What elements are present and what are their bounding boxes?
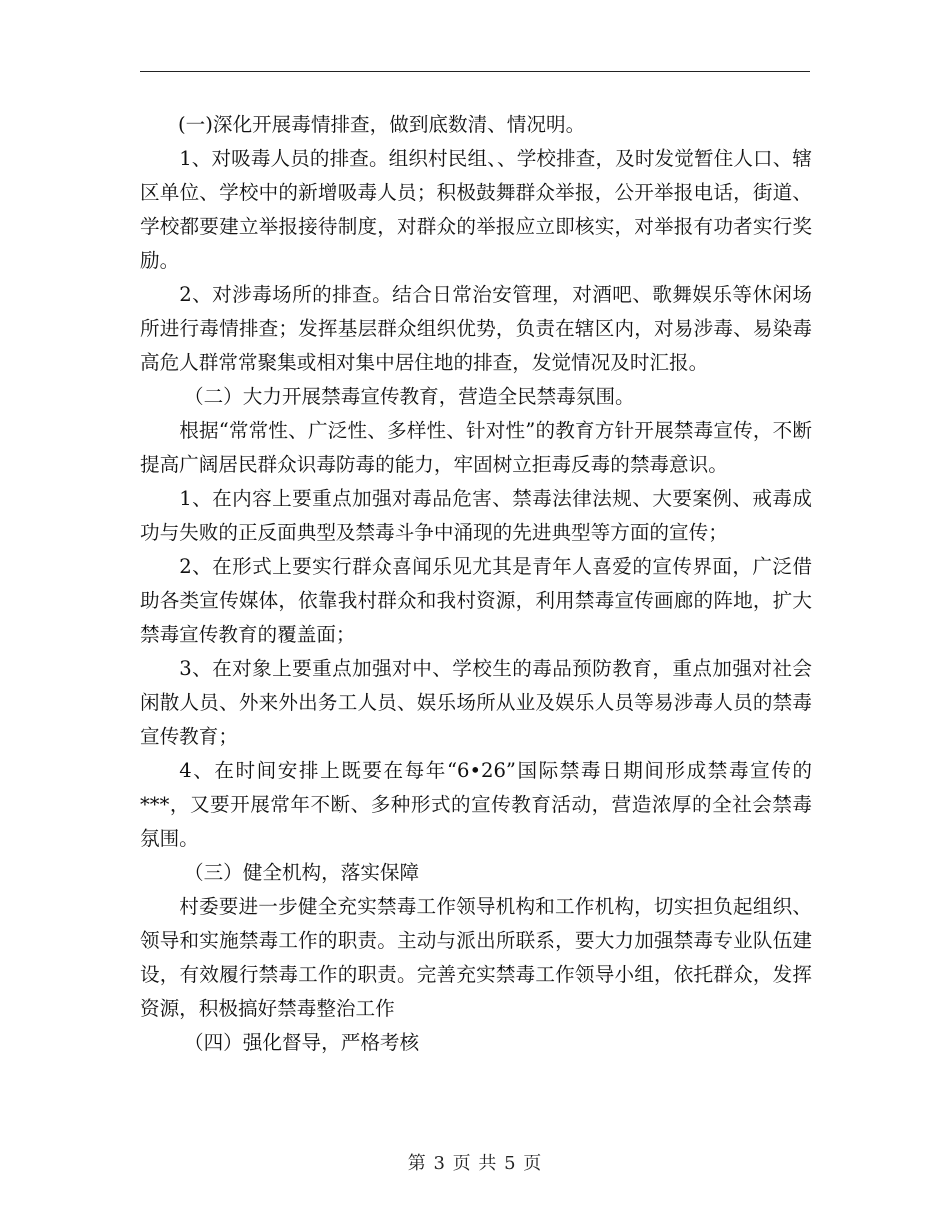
section-heading-3: （三）健全机构，落实保障 <box>184 861 420 884</box>
page-number: 第 3 页 共 5 页 <box>407 1153 543 1174</box>
paragraph-education-timing: 4、在时间安排上既要在每年“6•26”国际禁毒日期间形成禁毒宣传的***，又要开展常年不断、多种形式的宣传教育活动，营造浓厚的全社会禁毒氛围。 <box>140 759 812 850</box>
paragraph-drug-user-screening: 1、对吸毒人员的排查。组织村民组、、学校排查，及时发觉暂住人口、辖区单位、学校中的新增吸毒人员；积极鼓舞群众举报，公开举报电话，街道、学校都要建立举报接待制度，对群众的举报应立即核实，对举报有功者实行奖励。 <box>140 147 812 272</box>
paragraph-venue-screening: 2、对涉毒场所的排查。结合日常治安管理，对酒吧、歌舞娱乐等休闲场所进行毒情排查；发挥基层群众组织优势，负责在辖区内，对易涉毒、易染毒高危人群常常聚集或相对集中居住地的排查，发觉情况及时汇报。 <box>140 283 812 374</box>
paragraph-education-form: 2、在形式上要实行群众喜闻乐见尤其是青年人喜爱的宣传界面，广泛借助各类宣传媒体，依靠我村群众和我村资源，利用禁毒宣传画廊的阵地，扩大禁毒宣传教育的覆盖面； <box>140 555 812 646</box>
paragraph-organization: 村委要进一步健全充实禁毒工作领导机构和工作机构，切实担负起组织、领导和实施禁毒工作的职责。主动与派出所联系，要大力加强禁毒专业队伍建设，有效履行禁毒工作的职责。完善充实禁毒工作领导小组，依托群众，发挥资源，积极搞好禁毒整治工作 <box>140 895 812 1020</box>
section-heading-1: (一)深化开展毒情排查，做到底数清、情况明。 <box>178 113 586 136</box>
paragraph-education-target: 3、在对象上要重点加强对中、学校生的毒品预防教育，重点加强对社会闲散人员、外来外出务工人员、娱乐场所从业及娱乐人员等易涉毒人员的禁毒宣传教育； <box>140 657 812 748</box>
section-heading-4: （四）强化督导，严格考核 <box>184 1031 420 1054</box>
paragraph-education-content: 1、在内容上要重点加强对毒品危害、禁毒法律法规、大要案例、戒毒成功与失败的正反面典型及禁毒斗争中涌现的先进典型等方面的宣传； <box>140 487 812 544</box>
document-body <box>140 108 812 1060</box>
paragraph-education-policy: 根据“常常性、广泛性、多样性、针对性”的教育方针开展禁毒宣传，不断提高广阔居民群众识毒防毒的能力，牢固树立拒毒反毒的禁毒意识。 <box>140 419 812 476</box>
header-rule <box>140 71 810 72</box>
section-heading-2: （二）大力开展禁毒宣传教育，营造全民禁毒氛围。 <box>184 385 635 408</box>
